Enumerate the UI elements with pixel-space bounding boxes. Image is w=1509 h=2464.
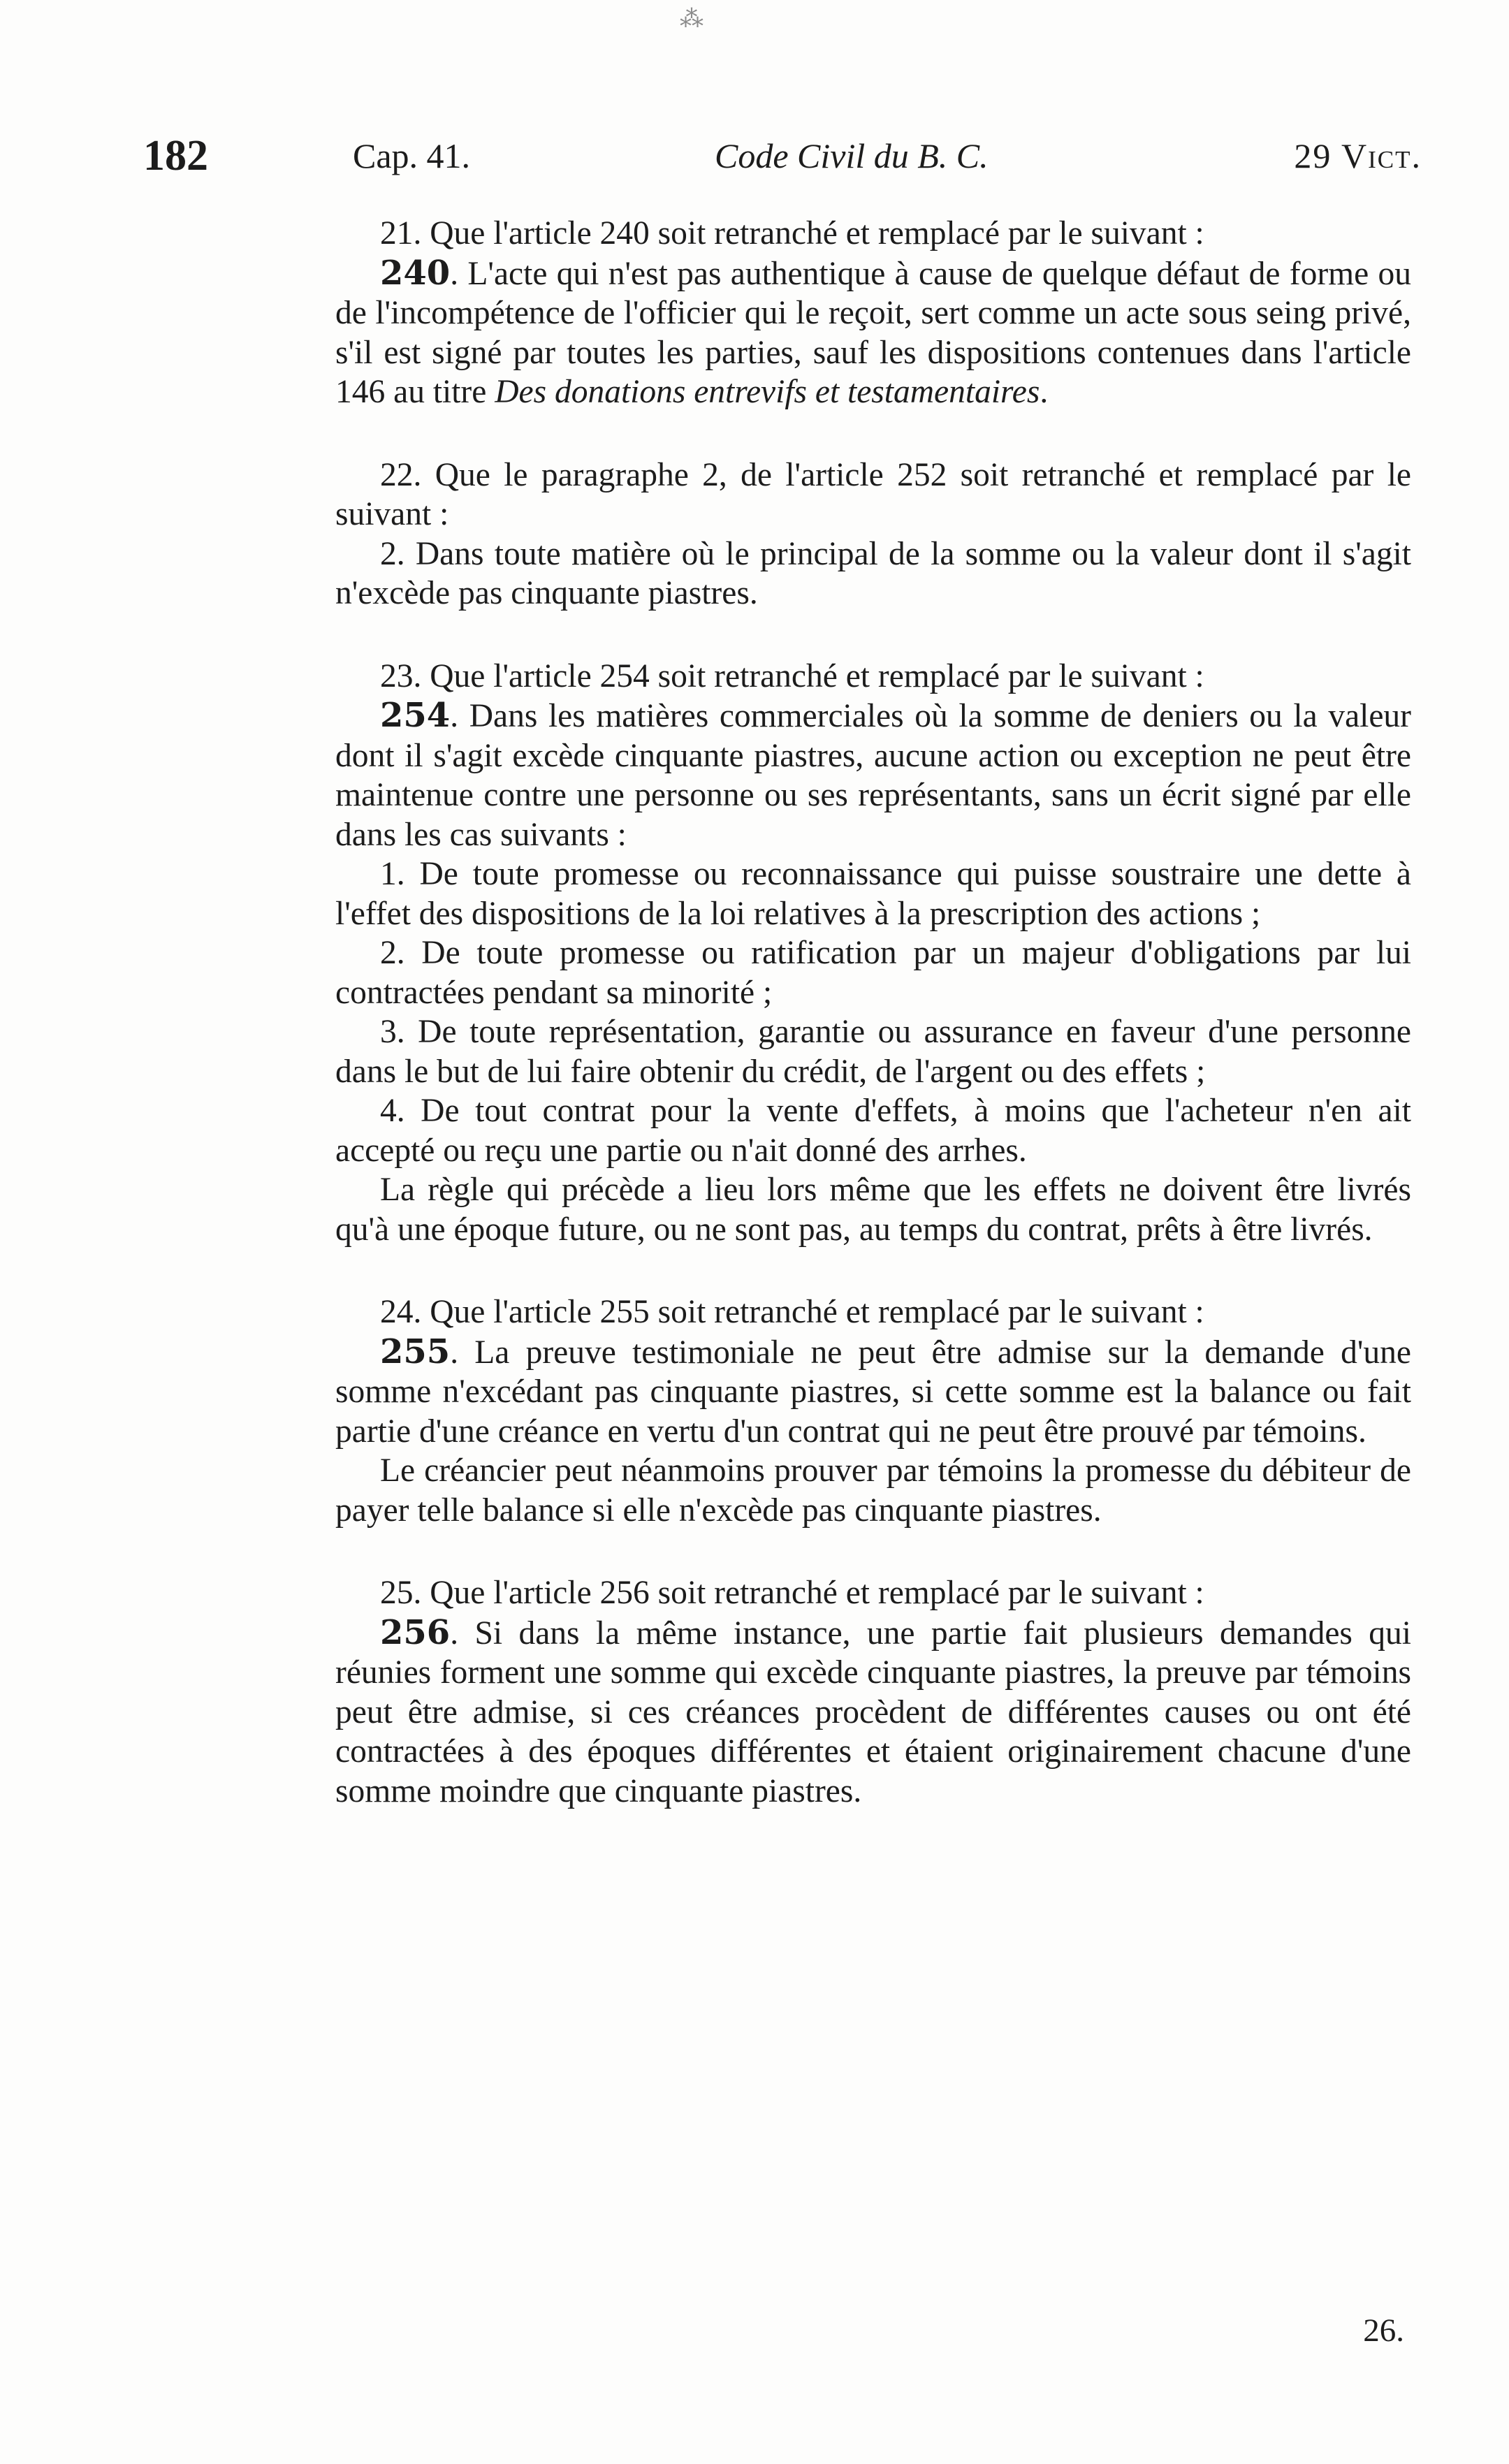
section-24: 24. Que l'article 255 soit retranché et remplacé par le suivant : [380,1294,1204,1330]
running-header [143,131,1422,180]
section-22: 22. Que le paragraphe 2, de l'article 252 soit retranché et remplacé par le suivant : [335,456,1411,532]
paragraph-252-2: 2. Dans toute matière où le principal de la somme ou la valeur dont il s'agit n'excède pas cinquante piastres. [335,535,1411,611]
article-number: 256 [380,1612,451,1652]
paragraph-254-4: 4. De tout contrat pour la vente d'effets, à moins que l'acheteur n'en ait accepté ou reçu une partie ou n'ait donné des arrhes. [335,1093,1411,1169]
page-number: 182 [143,132,208,180]
chapter-label: Cap. 41. [353,136,471,175]
article-number: 255 [380,1332,451,1371]
ornament-speck: ⁂ [680,6,704,32]
paragraph-255-rule: Le créancier peut néanmoins prouver par témoins la promesse du débiteur de payer telle balance si elle n'excède pas cinquante piastres. [335,1452,1411,1529]
paragraph-254-3: 3. De toute représentation, garantie ou assurance en faveur d'une personne dans le but de lui faire obtenir du crédit, de l'argent ou des effets ; [335,1014,1411,1090]
paragraph-254-1: 1. De toute promesse ou reconnaissance qui puisse soustraire une dette à l'effet des dispositions de la loi relatives à la prescription des actions ; [335,856,1411,932]
article-255: 255. La preuve testimoniale ne peut être admise sur la demande d'une somme n'excédant pas cinquante piastres, si cette somme est la balance ou fait partie d'une créance en vertu d'un contrat qui ne peut être prouvé par témoins. [335,1332,1411,1450]
paragraph-254-2: 2. De toute promesse ou ratification par un majeur d'obligations par lui contractées pendant sa minorité ; [335,935,1411,1011]
article-240: 240. L'acte qui n'est pas authentique à cause de quelque défaut de forme ou de l'incompétence de l'officier qui le reçoit, sert comme un acte sous seing privé, s'il est signé par toutes les parties, sauf les dispositions contenues dans l'article 146 au titre Des donations entrevifs et testamentaires. [335,253,1411,410]
running-title: Code Civil du B. C. [715,136,989,175]
regnal-year: 29 Vict. [1294,136,1422,175]
paragraph-254-rule: La règle qui précède a lieu lors même que les effets ne doivent être livrés qu'à une époque future, ou ne sont pas, au temps du contrat, prêts à être livrés. [335,1172,1411,1248]
section-25: 25. Que l'article 256 soit retranché et remplacé par le suivant : [380,1575,1204,1611]
article-number: 240 [380,253,451,293]
article-256: 256. Si dans la même instance, une partie fait plusieurs demandes qui réunies forment une somme qui excède cinquante piastres, la preuve par témoins peut être admise, si ces créances procèdent de différentes causes ou ont été contractées à des époques différentes et étaient originairement chacune d'une somme moindre que cinquante piastres. [335,1612,1411,1809]
article-number: 254 [380,696,451,735]
title-reference: Des donations entrevifs et testamentaires [495,374,1040,410]
catchword: 26. [1363,2312,1404,2349]
body-text [335,214,1411,1811]
section-23: 23. Que l'article 254 soit retranché et remplacé par le suivant : [380,657,1204,694]
article-254: 254. Dans les matières commerciales où la somme de deniers ou la valeur dont il s'agit excède cinquante piastres, aucune action ou exception ne peut être maintenue contre une personne ou ses représentants, sans un écrit signé par elle dans les cas suivants : [335,696,1411,853]
section-21: 21. Que l'article 240 soit retranché et remplacé par le suivant : [380,215,1204,251]
